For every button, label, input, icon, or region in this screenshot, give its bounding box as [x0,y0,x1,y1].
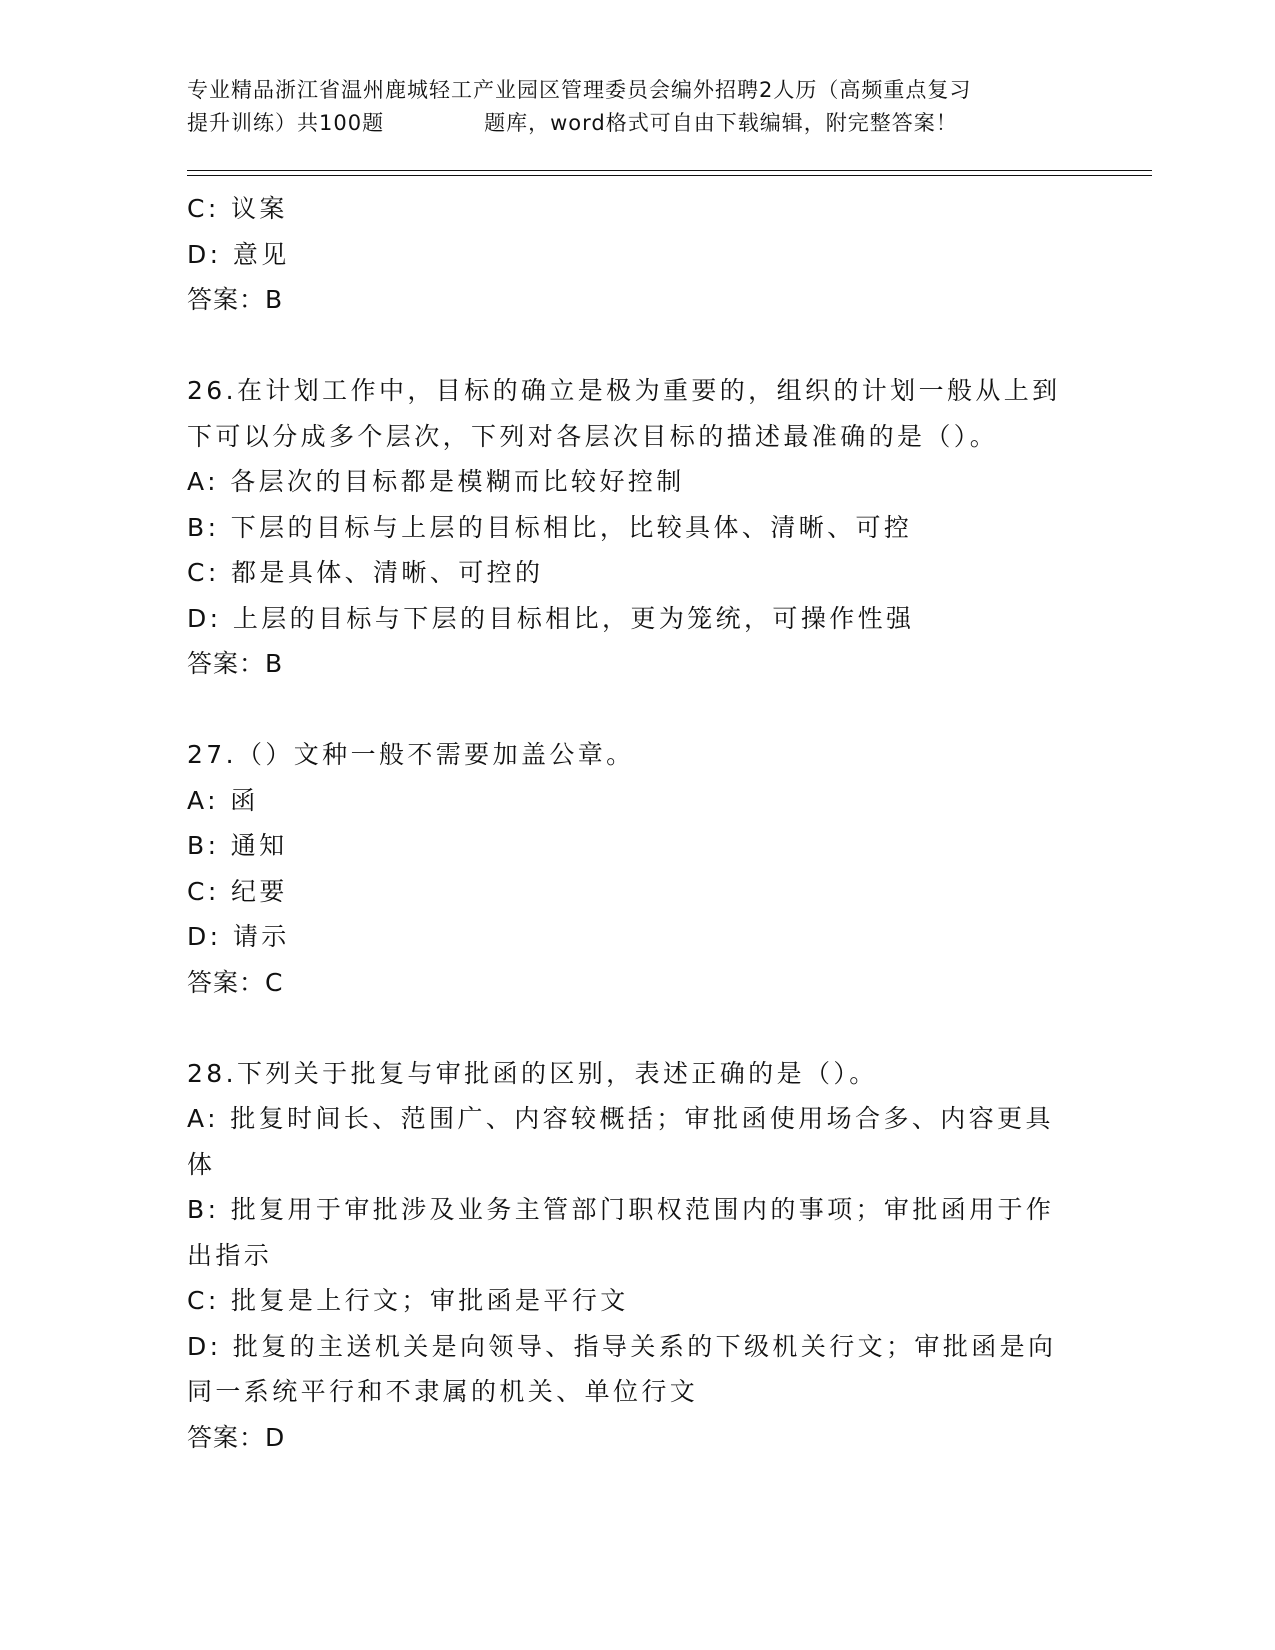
header-rule-top [187,170,1152,171]
question-stem-line: 在计划工作中，目标的确立是极为重要的，组织的计划一般从上到 [236,376,1061,405]
option-label: C [187,1286,208,1315]
option-continuation: 体 [187,1149,216,1179]
option-line: C: 议案 [187,194,288,223]
option-continuation: 同一系统平行和不隶属的机关、单位行文 [187,1377,699,1406]
option-label: D [187,922,210,951]
question-stem-line: （）文种一般不需要加盖公章。 [236,740,635,769]
option-label: B [187,831,208,860]
document-header [187,74,1087,140]
option-text: 请示 [232,922,290,951]
answer-line [187,960,1087,1006]
option-label: A [187,1104,208,1133]
option-label: C [187,876,208,906]
answer-value: B [265,285,283,314]
header-line-2-part-a: 提升训练）共100题 [187,111,385,135]
option-label: C [187,558,208,587]
answer-label: 答案： [187,967,266,997]
option-label: A [187,785,208,815]
option-text: 通知 [230,831,288,860]
option-label: A [187,467,208,496]
option-text: 函 [230,785,259,815]
option-line: B: 下层的目标与上层的目标相比，比较具体、清晰、可控 [187,512,913,542]
option-text: 都是具体、清晰、可控的 [231,558,544,587]
header-line-2-part-b: 题库，word格式可自由下载编辑，附完整答案！ [484,111,958,135]
question-stem-line: 下可以分成多个层次，下列对各层次目标的描述最准确的是（）。 [187,421,999,451]
option-line: A: 函 [187,785,259,815]
option-line: C: 都是具体、清晰、可控的 [187,558,544,587]
option-line: D: 上层的目标与下层的目标相比，更为笼统，可操作性强 [187,603,915,633]
option-line: B: 通知 [187,831,288,860]
answer-value: B [265,649,283,678]
question-stem [187,1051,1087,1097]
answer-line [187,641,1087,687]
option-text: 批复用于审批涉及业务主管部门职权范围内的事项；审批函用于作 [230,1195,1055,1224]
header-line-2 [187,107,1087,140]
option-text: 各层次的目标都是模糊而比较好控制 [230,467,685,496]
answer-label: 答案： [187,1422,266,1452]
option-text: 批复的主送机关是向领导、指导关系的下级机关行文；审批函是向 [232,1331,1057,1361]
option-label: B [187,512,208,542]
option-text: 上层的目标与下层的目标相比，更为笼统，可操作性强 [232,603,915,633]
answer-value: C [265,967,283,997]
answer-label: 答案： [187,285,266,314]
option-line: B: 批复用于审批涉及业务主管部门职权范围内的事项；审批函用于作 [187,1195,1055,1224]
option-line: D: 批复的主送机关是向领导、指导关系的下级机关行文；审批函是向 [187,1331,1057,1361]
answer-line [187,277,1087,323]
option-text: 纪要 [231,876,288,906]
option-label: B [187,1195,208,1224]
answer-label: 答案： [187,649,266,678]
option-line: A: 各层次的目标都是模糊而比较好控制 [187,467,685,496]
option-label: D [187,1331,210,1361]
option-label: C [187,194,208,223]
header-rule-bottom [187,175,1152,176]
question-number: 28. [187,1058,237,1088]
question-stem-line: 下列关于批复与审批函的区别，表述正确的是（）。 [236,1058,878,1088]
option-text: 批复是上行文；审批函是平行文 [231,1286,629,1315]
option-text: 下层的目标与上层的目标相比，比较具体、清晰、可控 [230,512,913,542]
option-line: C: 批复是上行文；审批函是平行文 [187,1286,629,1315]
option-label: D [187,603,210,633]
option-line: D: 请示 [187,922,290,951]
option-text: 议案 [231,194,288,223]
question-list [187,186,1087,1460]
option-line: C: 纪要 [187,876,288,906]
option-line: A: 批复时间长、范围广、内容较概括；审批函使用场合多、内容更具 [187,1104,1054,1133]
option-continuation: 出指示 [187,1240,273,1270]
answer-value: D [265,1422,285,1452]
option-line: D: 意见 [187,239,290,269]
question-number: 26. [187,376,237,405]
question-number: 27. [187,740,237,769]
option-text: 意见 [232,239,290,269]
header-line-1: 专业精品浙江省温州鹿城轻工产业园区管理委员会编外招聘2人历（高频重点复习 [187,78,972,102]
answer-line [187,1415,1087,1461]
option-label: D [187,239,210,269]
option-text: 批复时间长、范围广、内容较概括；审批函使用场合多、内容更具 [230,1104,1054,1133]
question-stem [187,732,1087,778]
question-stem [187,368,1087,414]
